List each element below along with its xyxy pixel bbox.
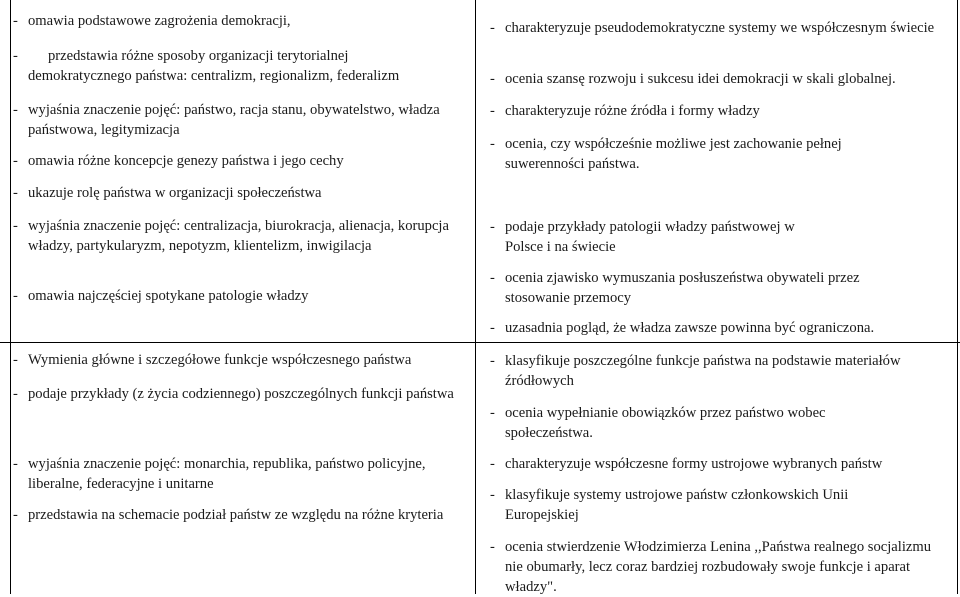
- left-column-item: [13, 505, 453, 525]
- list-dash: -: [13, 386, 18, 402]
- right-column-item: [490, 403, 890, 443]
- left-column-item: [13, 384, 458, 404]
- right-column-item: [490, 134, 905, 174]
- right-column-item: [490, 268, 920, 308]
- list-dash: -: [490, 456, 495, 472]
- right-column-item: [490, 485, 910, 525]
- list-dash: -: [13, 153, 18, 169]
- right-column-item: [490, 351, 950, 391]
- list-dash: -: [13, 48, 18, 64]
- list-dash: -: [490, 353, 495, 369]
- item-text: przedstawia na schemacie podział państw ze względu na różne kryteria: [28, 507, 444, 523]
- left-column-item: [13, 350, 468, 370]
- item-text: omawia najczęściej spotykane patologie władzy: [28, 288, 309, 304]
- right-column-item: [490, 18, 945, 38]
- item-text: omawia podstawowe zagrożenia demokracji,: [28, 13, 291, 29]
- item-text: klasyfikuje poszczególne funkcje państwa na podstawie materiałów źródłowych: [505, 353, 901, 389]
- item-text: ukazuje rolę państwa w organizacji społeczeństwa: [28, 185, 322, 201]
- item-text: ocenia szansę rozwoju i sukcesu idei demokracji w skali globalnej.: [505, 71, 896, 87]
- list-dash: -: [13, 456, 18, 472]
- item-text: wyjaśnia znaczenie pojęć: monarchia, republika, państwo policyjne, liberalne, federacyjne i unitarne: [28, 456, 426, 492]
- left-column-item: [13, 11, 463, 31]
- list-dash: -: [490, 270, 495, 286]
- item-text: ocenia stwierdzenie Włodzimierza Lenina ,,Państwa realnego socjalizmu nie obumarły, lecz coraz bardziej rozbudowały swoje funkcje i aparat władzy".: [505, 539, 932, 595]
- list-dash: -: [13, 507, 18, 523]
- item-text: ocenia, czy współcześnie możliwe jest zachowanie pełnej suwerenności państwa.: [505, 136, 842, 172]
- list-dash: -: [490, 320, 495, 336]
- item-text: ocenia zjawisko wymuszania posłuszeństwa obywateli przez stosowanie przemocy: [505, 270, 860, 306]
- left-column-item: [13, 183, 468, 203]
- list-dash: -: [13, 185, 18, 201]
- list-dash: -: [490, 103, 495, 119]
- table-column-divider: [475, 0, 476, 594]
- left-column-item: [13, 454, 471, 494]
- list-dash: -: [490, 20, 495, 36]
- item-text: uzasadnia pogląd, że władza zawsze powinna być ograniczona.: [505, 320, 875, 336]
- item-text: omawia różne koncepcje genezy państwa i jego cechy: [28, 153, 344, 169]
- list-dash: -: [13, 13, 18, 29]
- left-column-item: [13, 216, 463, 256]
- item-text: ocenia wypełnianie obowiązków przez państwo wobec społeczeństwa.: [505, 405, 826, 441]
- item-text: charakteryzuje pseudodemokratyczne systemy we współczesnym świecie: [505, 20, 935, 36]
- table-border-right: [957, 0, 958, 594]
- list-dash: -: [13, 288, 18, 304]
- right-column-item: [490, 318, 955, 338]
- right-column-item: [490, 101, 945, 121]
- right-column-item: [490, 537, 935, 597]
- list-dash: -: [13, 102, 18, 118]
- list-dash: -: [13, 352, 18, 368]
- item-text: Wymienia główne i szczegółowe funkcje współczesnego państwa: [28, 352, 412, 368]
- list-dash: -: [490, 219, 495, 235]
- left-column-item: [13, 286, 468, 306]
- list-dash: -: [490, 539, 495, 555]
- item-text: wyjaśnia znaczenie pojęć: centralizacja, biurokracja, alienacja, korupcja władzy, partykularyzm, nepotyzm, klientelizm, inwigilacja: [28, 218, 449, 254]
- item-text: charakteryzuje różne źródła i formy władzy: [505, 103, 760, 119]
- right-column-item: [490, 69, 955, 89]
- list-dash: -: [490, 487, 495, 503]
- list-dash: -: [490, 71, 495, 87]
- right-column-item: [490, 217, 835, 257]
- left-column-item: [13, 100, 468, 140]
- item-text: klasyfikuje systemy ustrojowe państw członkowskich Unii Europejskiej: [505, 487, 849, 523]
- item-text: wyjaśnia znaczenie pojęć: państwo, racja stanu, obywatelstwo, władza państwowa, legitymizacja: [28, 102, 440, 138]
- table-row-divider: [0, 342, 960, 343]
- list-dash: -: [490, 136, 495, 152]
- table-border-left: [10, 0, 11, 594]
- item-text: przedstawia różne sposoby organizacji terytorialnej demokratycznego państwa: centralizm, regionalizm, federalizm: [28, 48, 400, 84]
- item-text: podaje przykłady (z życia codziennego) poszczególnych funkcji państwa: [28, 386, 454, 402]
- list-dash: -: [490, 405, 495, 421]
- left-column-item: [13, 151, 468, 171]
- item-text: podaje przykłady patologii władzy państwowej w Polsce i na świecie: [505, 219, 795, 255]
- list-dash: -: [13, 218, 18, 234]
- right-column-item: [490, 454, 950, 474]
- left-column-item: [13, 46, 443, 86]
- item-text: charakteryzuje współczesne formy ustrojowe wybranych państw: [505, 456, 883, 472]
